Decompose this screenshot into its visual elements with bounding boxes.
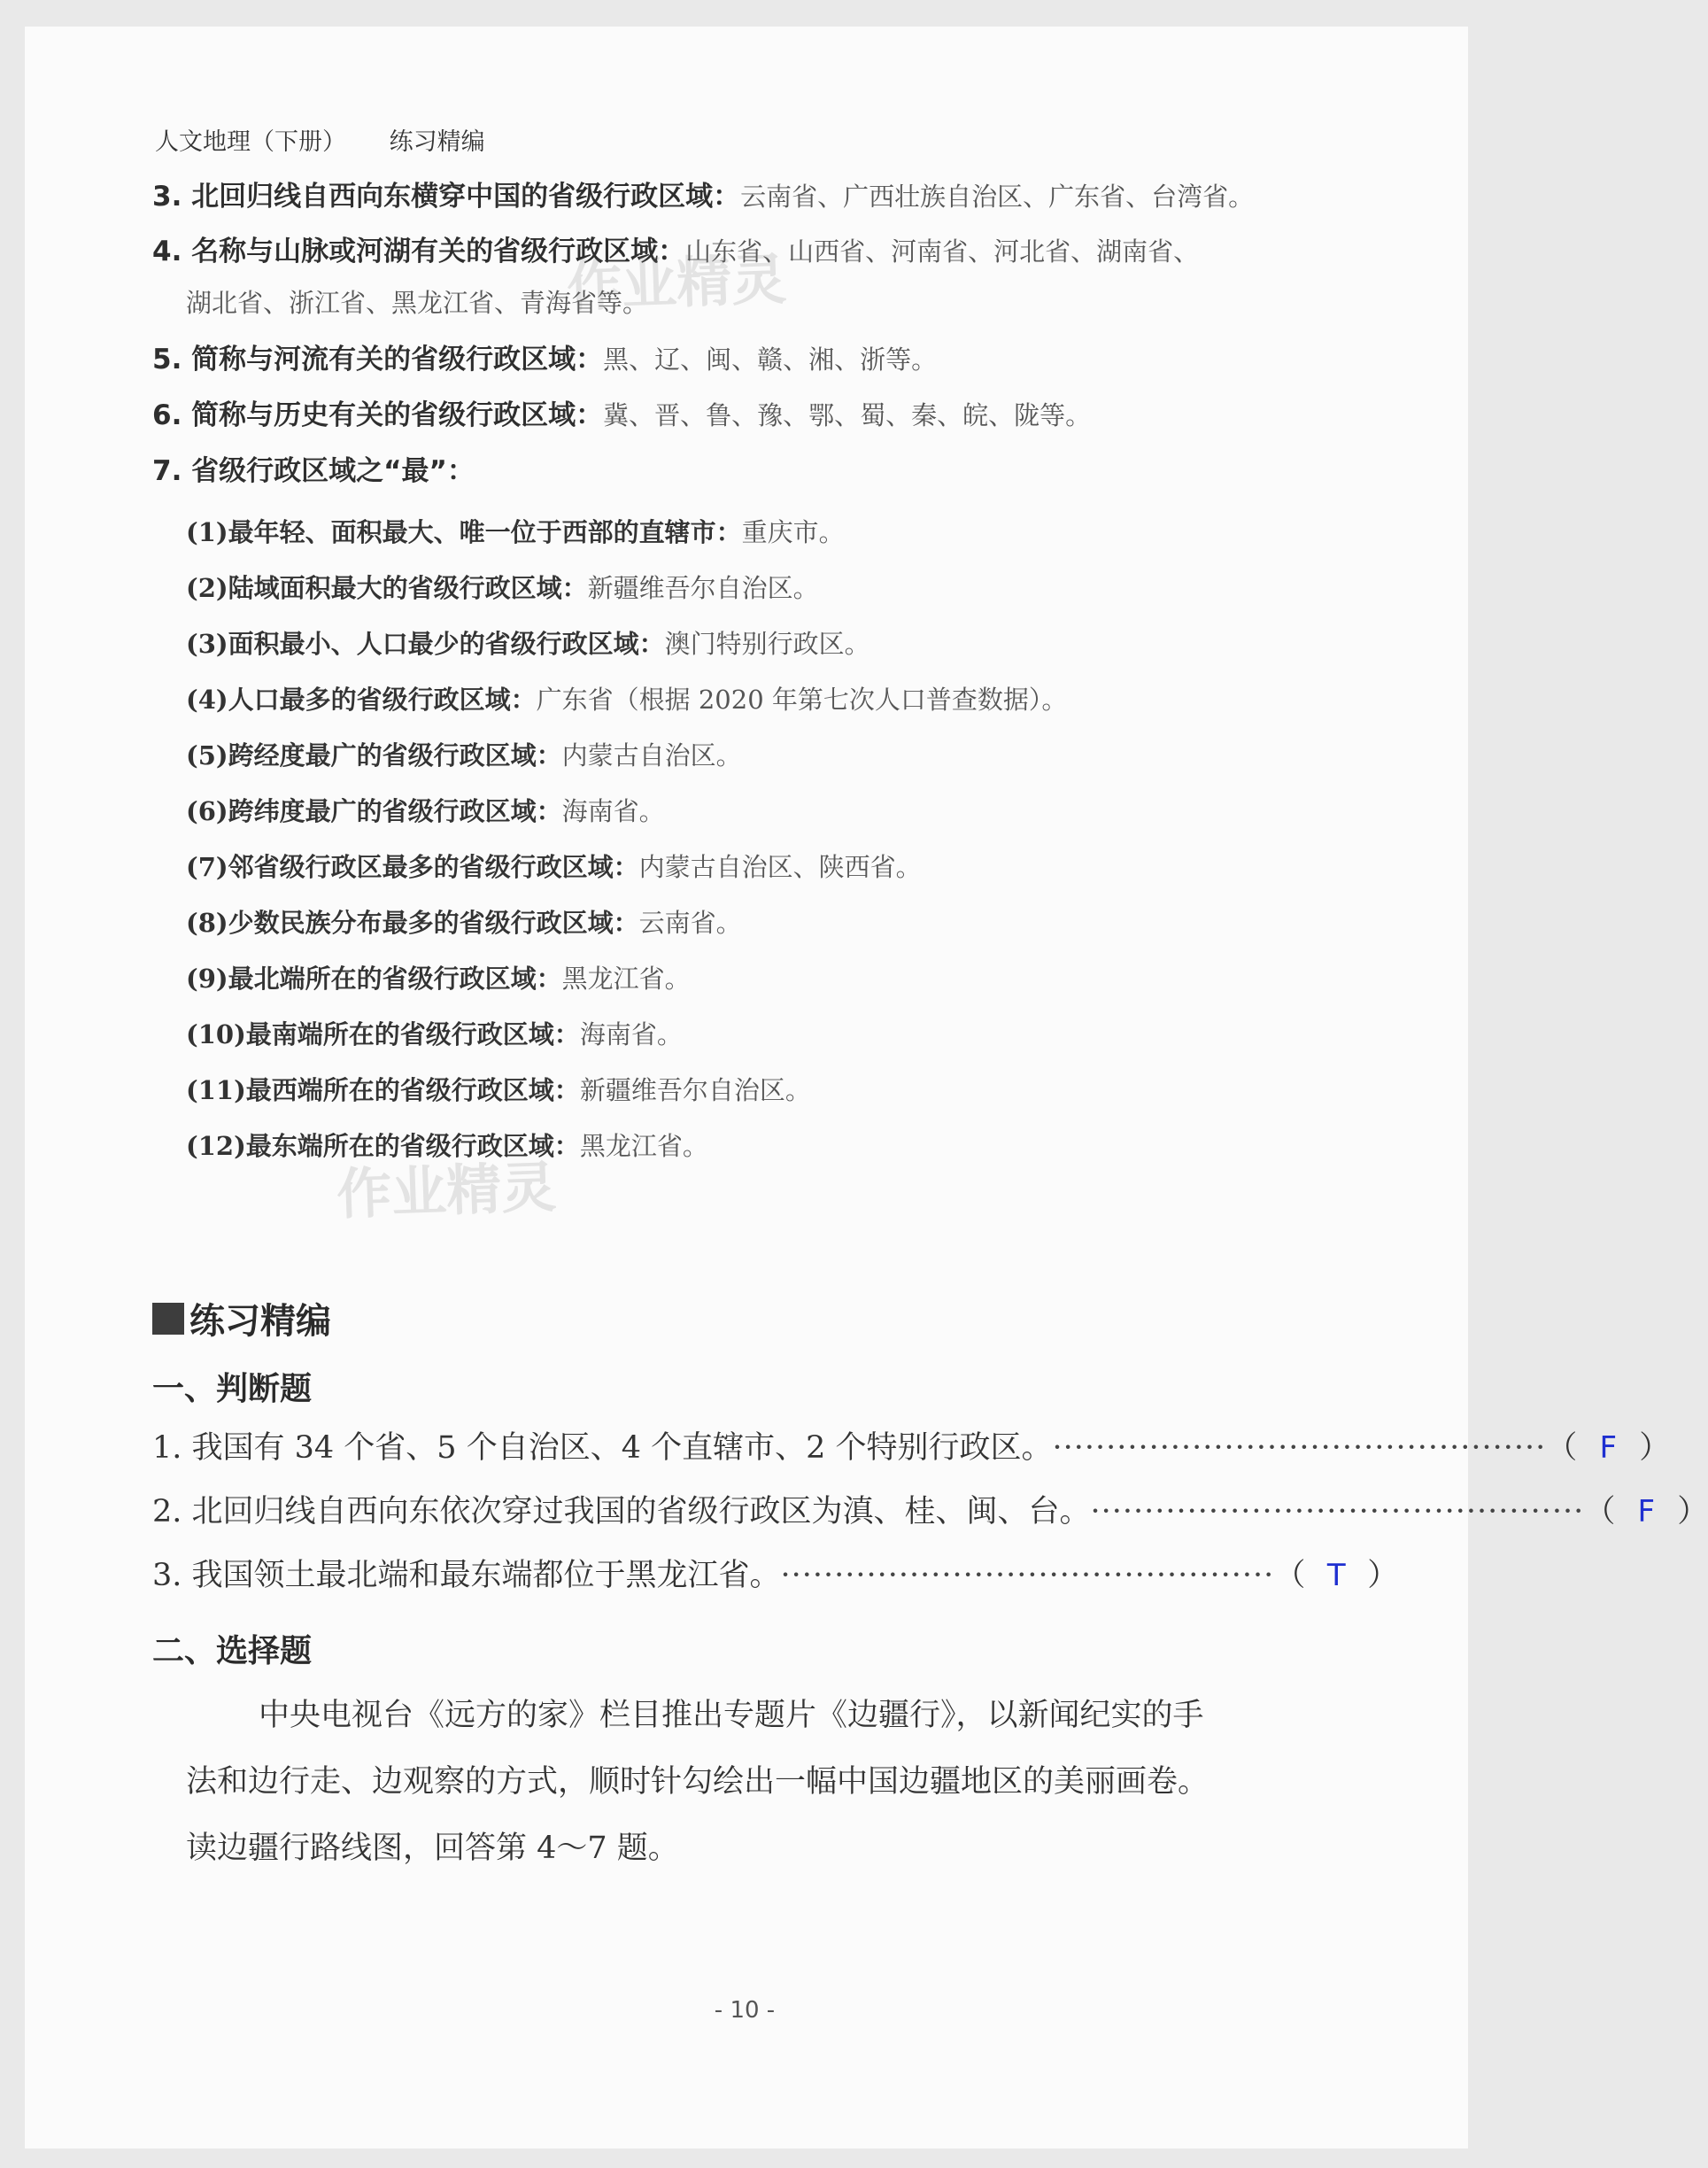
practice-section-title: 练习精编 xyxy=(152,1293,331,1343)
superlative-item: (8)少数民族分布最多的省级行政区域：云南省。 xyxy=(186,908,742,938)
fact-value: 黑、辽、闽、赣、湘、浙等。 xyxy=(603,345,938,375)
answer-box[interactable]: （ F ） xyxy=(1546,1426,1670,1470)
judge-question: 2. 北回归线自西向东依次穿过我国的省级行政区为滇、桂、闽、台。 ·············································· （ F ） xyxy=(152,1490,1356,1534)
judge-question: 1. 我国有 34 个省、5 个自治区、4 个直辖市、2 个特别行政区。 ·············································· （ F ） xyxy=(152,1426,1356,1470)
answer-value: F xyxy=(1637,1494,1656,1529)
judge-question: 3. 我国领土最北端和最东端都位于黑龙江省。 ·············································· （ T ） xyxy=(152,1553,1356,1598)
fact-value: 云南省、广西壮族自治区、广东省、台湾省。 xyxy=(740,182,1255,212)
judge-section-title: 一、判断题 xyxy=(152,1371,313,1407)
fact-label: 6. 简称与历史有关的省级行政区域： xyxy=(152,399,604,431)
fact-label: 7. 省级行政区域之“最”： xyxy=(152,455,475,487)
dot-leader: ·············································· xyxy=(780,1558,1275,1593)
fact-value: 冀、晋、鲁、豫、鄂、蜀、秦、皖、陇等。 xyxy=(603,400,1092,430)
fact-item-7 xyxy=(152,452,1619,492)
superlative-item: (6)跨纬度最广的省级行政区域：海南省。 xyxy=(186,796,665,826)
superlative-item: (4)人口最多的省级行政区域：广东省（根据 2020 年第七次人口普查数据）。 xyxy=(186,685,1068,715)
fact-label: 5. 简称与河流有关的省级行政区域： xyxy=(152,344,604,376)
dot-leader: ·············································· xyxy=(1052,1430,1547,1466)
running-header xyxy=(155,122,521,157)
fact-item-3 xyxy=(152,177,1619,217)
watermark: 作业精灵 xyxy=(335,1154,558,1227)
fact-label: 3. 北回归线自西向东横穿中国的省级行政区域： xyxy=(152,181,741,213)
fact-value-continued: 湖北省、浙江省、黑龙江省、青海省等。 xyxy=(186,288,649,318)
answer-value: T xyxy=(1326,1558,1346,1593)
fact-item-4 xyxy=(152,232,1619,272)
page-number: - 10 - xyxy=(714,1997,776,2024)
fact-label: 4. 名称与山脉或河湖有关的省级行政区域： xyxy=(152,236,686,267)
superlative-item: (12)最东端所在的省级行政区域：黑龙江省。 xyxy=(186,1131,708,1161)
fact-item-5 xyxy=(152,340,1619,380)
fact-item-4-continuation xyxy=(186,283,1619,323)
choice-section-title: 二、选择题 xyxy=(152,1633,313,1669)
superlative-item: (11)最西端所在的省级行政区域：新疆维吾尔自治区。 xyxy=(186,1075,811,1105)
superlative-item: (7)邻省级行政区最多的省级行政区域：内蒙古自治区、陕西省。 xyxy=(186,852,922,882)
header-section: 练习精编 xyxy=(389,128,485,156)
answer-value: F xyxy=(1599,1430,1618,1466)
superlative-item: (9)最北端所在的省级行政区域：黑龙江省。 xyxy=(186,964,691,994)
superlative-item: (1)最年轻、面积最大、唯一位于西部的直辖市：重庆市。 xyxy=(186,517,845,547)
fact-value: 山东省、山西省、河南省、河北省、湖南省、 xyxy=(685,236,1200,267)
superlative-item: (2)陆域面积最大的省级行政区域：新疆维吾尔自治区。 xyxy=(186,573,819,603)
dot-leader: ·············································· xyxy=(1090,1494,1585,1529)
answer-box[interactable]: （ F ） xyxy=(1584,1490,1708,1534)
superlative-item: (3)面积最小、人口最少的省级行政区域：澳门特别行政区。 xyxy=(186,629,870,659)
header-book-title: 人文地理（下册） xyxy=(155,128,346,156)
superlative-item: (10)最南端所在的省级行政区域：海南省。 xyxy=(186,1019,683,1049)
section-marker-icon xyxy=(152,1303,184,1335)
superlative-item: (5)跨经度最广的省级行政区域：内蒙古自治区。 xyxy=(186,740,742,770)
answer-box[interactable]: （ T ） xyxy=(1274,1553,1398,1598)
watermark: 作业精灵 xyxy=(565,246,788,320)
fact-item-6 xyxy=(152,396,1619,436)
choice-intro-paragraph: 中央电视台《远方的家》栏目推出专题片《边疆行》，以新闻纪实的手 法和边行走、边观察的方式，顺时针勾绘出一幅中国边疆地区的美丽画卷。 读边疆行路线图，回答第 4～7 题。 xyxy=(186,1698,1210,1866)
